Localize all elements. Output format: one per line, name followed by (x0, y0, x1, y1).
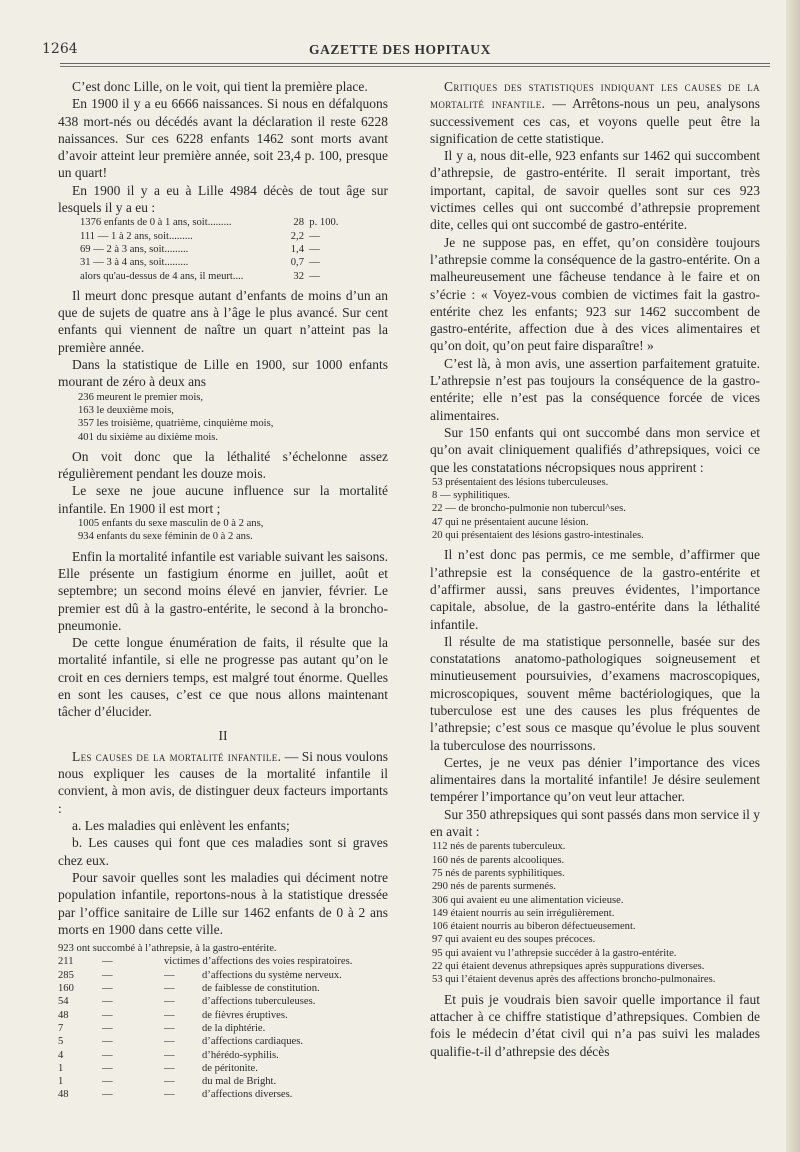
paragraph: En 1900 il y a eu 6666 naissances. Si nous en défalquons 438 mort-nés ou décédés avant la déclaration il reste 6228 naissances. Sur ces 6228 enfants 1462 sont morts avant d’avoir atteint leur première année, soit 23,4 p. 100, presque un quart! (58, 96, 388, 181)
table-row: 7 — — de la diphtérie. (58, 1022, 266, 1034)
list-item: 112 nés de parents tuberculeux. (432, 841, 566, 853)
list-item: 106 étaient nourris au biberon défectueusement. (432, 921, 636, 933)
list-item: 149 étaient nourris au sein irrégulièrement. (432, 907, 615, 919)
age-stat-row: 31 — 3 à 4 ans, soit......... 0,7 — (80, 257, 320, 269)
section-heading: Les causes de la mortalité infantile. (72, 748, 282, 764)
table-row: 1 — — du mal de Bright. (58, 1076, 277, 1088)
list-item: 95 qui avaient vu l’athrepsie succéder à la gastro-entérite. (432, 947, 677, 959)
paragraph: Il résulte de ma statistique personnelle, basée sur des constatations anatomo-pathologiques soigneusement et minutieusement poursuivies, d’examens macroscopiques, microscopiques, souvent même bactériologiques, que la tuberculose est une des causes les plus fréquentes de l’athrepsie; c’est sous ce masque qu’évolue le plus souvent la tuberculose des nourrissons. (430, 633, 760, 753)
list-item: 163 le deuxième mois, (78, 404, 174, 416)
list-item: 306 qui avaient eu une alimentation vicieuse. (432, 894, 624, 906)
paragraph: a. Les maladies qui enlèvent les enfants; (72, 818, 290, 834)
causes-table (58, 955, 352, 1101)
table-row: 285 — — d’affections du système nerveux. (58, 969, 342, 981)
paragraph: Et puis je voudrais bien savoir quelle importance il faut attacher à ce chiffre statistique d’athrepsiques. Combien de fois le médecin d’état civil qui n’a pas suivi les malades qualifie-t-il d’athrepsie des décès (430, 991, 760, 1059)
right-column (430, 78, 760, 1060)
paragraph: Il y a, nous dit-elle, 923 enfants sur 1462 qui succombent d’athrepsie, de gastro-entérite. Il serait important, très important, capital, de savoir quelles sont sur ces 923 victimes celles qui ont succombé d’athrepsie proprement dite, celles qui ont succombé de gastro-entérite. (430, 148, 760, 233)
list-item: 75 nés de parents syphilitiques. (432, 867, 565, 879)
section-paragraph: Les causes de la mortalité infantile. — Si nous voulons nous expliquer les causes de la mortalité infantile il convient, à mon avis, de distinguer deux facteurs importants : (58, 748, 388, 816)
list-item: 401 du sixième au dixième mois. (78, 431, 219, 443)
age-stats-list (58, 216, 388, 282)
table-row: 1 — — de péritonite. (58, 1062, 258, 1074)
table-row: 48 — — d’affections diverses. (58, 1089, 293, 1101)
paragraph: b. Les causes qui font que ces maladies sont si graves chez eux. (58, 835, 388, 868)
table-row: 4 — — d’hérédo-syphilis. (58, 1049, 279, 1061)
paragraph: Enfin la mortalité infantile est variable suivant les saisons. Elle présente un fastigium énorme en juillet, août et septembre; un second moins élevé en janvier, février. Le premier est dû à la gastro-entérite, le second à la broncho-pneumonie. (58, 548, 388, 633)
list-item: 1005 enfants du sexe masculin de 0 à 2 ans, (78, 518, 264, 530)
paragraph: De cette longue énumération de faits, il résulte que la mortalité infantile, si elle ne progresse pas autant qu’on le croit en ces derniers temps, est malgré tout énorme. Quelles en sont les causes, c’est ce que nous allons maintenant tâcher d’élucider. (58, 635, 388, 720)
section-paragraph: Critiques des statistiques indiquant les causes de la mortalité infantile. — Arrêtons-nous un peu, analysons successivement ces cas, et voyons quelle peut être la signification de cette statistique. (430, 79, 760, 146)
journal-title: GAZETTE DES HOPITAUX (308, 42, 492, 57)
list-item: 53 présentaient des lésions tuberculeuses. (432, 476, 609, 488)
list-item: 20 qui présentaient des lésions gastro-intestinales. (432, 530, 644, 542)
table-row: 48 — — de fièvres éruptives. (58, 1009, 288, 1021)
table-row: 160 — — de faiblesse de constitution. (58, 983, 320, 995)
left-column (58, 78, 388, 1102)
list-item: 47 qui ne présentaient aucune lésion. (432, 516, 589, 528)
table-row: 211 — victimes d’affections des voies respiratoires. (58, 956, 353, 968)
section-heading: Critiques des statistiques indiquant les causes de la mortalité infantile. (430, 79, 760, 112)
list-item: 53 qui l’étaient devenus après des affections broncho-pulmonaires. (432, 974, 716, 986)
list-item: 22 qui étaient devenus athrepsiques après suppurations diverses. (432, 961, 705, 973)
section-number: II (218, 727, 228, 743)
list-item: 22 — de broncho-pulmonie non tubercul^ses. (432, 503, 626, 515)
table-row: 5 — — d’affections cardiaques. (58, 1036, 303, 1048)
list-item: 357 les troisième, quatrième, cinquième mois, (78, 418, 274, 430)
paragraph: Il meurt donc presque autant d’enfants de moins d’un an que de sujets de quatre ans à l’âge le plus avancé. Sur cent enfants qui viennent de naître un quart n’atteint pas la première année. (58, 287, 388, 355)
age-stat-row: 69 — 2 à 3 ans, soit......... 1,4 — (80, 243, 320, 255)
table-row: 54 — — d’affections tuberculeuses. (58, 996, 316, 1008)
paragraph: Sur 350 athrepsiques qui sont passés dans mon service il y en avait : (430, 806, 760, 840)
paragraph: On voit donc que la léthalité s’échelonne assez régulièrement pendant les douze mois. (58, 448, 388, 482)
header-rule-double (60, 66, 770, 67)
header-rule (60, 63, 770, 64)
paragraph: Je ne suppose pas, en effet, qu’on considère toujours l’athrepsie comme la conséquence de la gastro-entérite. On a malheureusement une fâcheuse tendance à le faire et on s’écrie : « Voyez-vous combien de victimes fait la gastro-entérite chez les enfants; 923 sur 1462 succombent de gastro-entérite, affection due à des vices alimentaires et qu’on doit, qu’on peut faire disparaître! » (430, 234, 760, 354)
page-edge (786, 0, 800, 1152)
age-stat-row: alors qu'au-dessus de 4 ans, il meurt.... 32 — (80, 270, 320, 282)
list-item: 8 — syphilitiques. (432, 490, 510, 502)
causes-intro: 923 ont succombé à l’athrepsie, à la gastro-entérite. (58, 943, 277, 955)
list-item: 290 nés de parents surmenés. (432, 881, 556, 893)
list-item: 160 nés de parents alcooliques. (432, 854, 565, 866)
necropsy-list (430, 476, 760, 542)
age-stat-row: 1376 enfants de 0 à 1 ans, soit......... 28 p. 100. (80, 217, 339, 229)
age-stat-row: 111 — 1 à 2 ans, soit......... 2,2 — (80, 230, 320, 242)
month-stats-list (58, 391, 388, 444)
paragraph: Il n’est donc pas permis, ce me semble, d’affirmer que l’athrepsie est la conséquence de la gastro-entérite et d’affirmer aussi, sans preuves évidentes, l’importance capitale, absolue, de la gastro-entérite dans la léthalité infantile. (430, 547, 760, 632)
paragraph: En 1900 il y a eu à Lille 4984 décès de tout âge sur lesquels il y a eu : (58, 182, 388, 216)
paragraph: Certes, je ne veux pas dénier l’importance des vices alimentaires dans la mortalité infantile! Je désire seulement tempérer l’importance qu’on veut leur attacher. (430, 754, 760, 805)
list-item: 934 enfants du sexe féminin de 0 à 2 ans. (78, 531, 253, 543)
paragraph: C’est là, à mon avis, une assertion parfaitement gratuite. L’athrepsie n’est pas toujours la conséquence de la gastro-entérite; elle n’est pas la conséquence forcée de vices alimentaires. (430, 355, 760, 423)
page-number: 1264 (42, 41, 78, 57)
paragraph: Dans la statistique de Lille en 1900, sur 1000 enfants mourant de zéro à deux ans (58, 357, 388, 390)
paragraph: Le sexe ne joue aucune influence sur la mortalité infantile. En 1900 il est mort ; (58, 483, 388, 516)
athrepsic-list (430, 840, 760, 986)
paragraph: C’est donc Lille, on le voit, qui tient la première place. (72, 79, 368, 94)
sex-stats-list (58, 517, 388, 544)
list-item: 97 qui avaient eu des soupes précoces. (432, 934, 596, 946)
paragraph: Pour savoir quelles sont les maladies qui déciment notre population infantile, reportons-nous à la statistique dressée par l’office sanitaire de Lille sur 1462 enfants de 0 à 2 ans morts en 1900 dans cette ville. (58, 869, 388, 937)
list-item: 236 meurent le premier mois, (78, 391, 204, 403)
paragraph: Sur 150 enfants qui ont succombé dans mon service et qu’on avait cliniquement qualifiés d’athrepsiques, voici ce que les constatations nécropsiques nous apprirent : (430, 424, 760, 475)
